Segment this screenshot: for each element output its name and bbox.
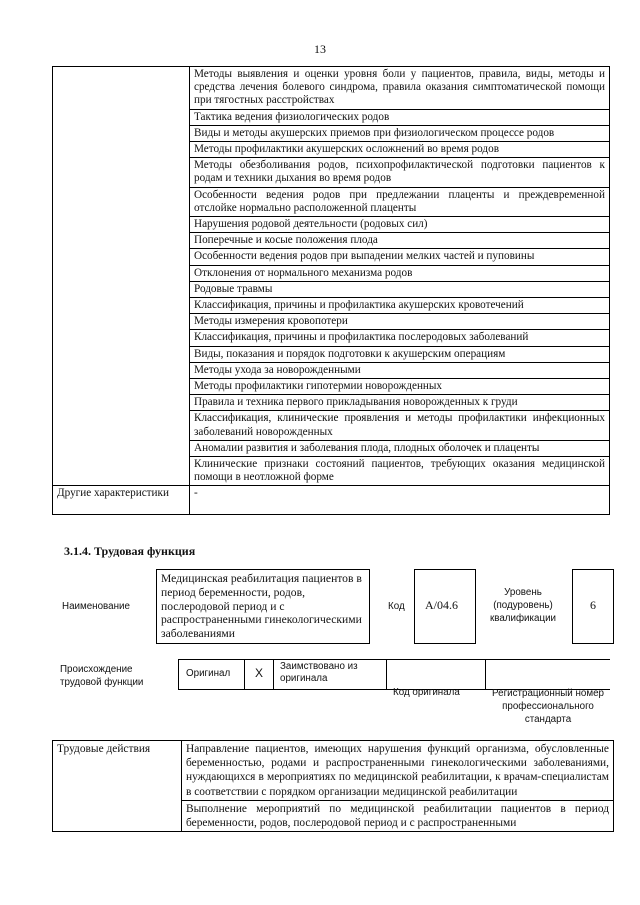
knowledge-item: Методы выявления и оценки уровня боли у пациентов, правила, виды, методы и средства лечения болевого синдрома, правила оказания симптоматической помощи при тягостных расстройствах [190, 67, 610, 110]
table-row [53, 486, 610, 515]
knowledge-item: Методы профилактики акушерских осложнений во время родов [190, 142, 610, 158]
origin-label: Происхождение трудовой функции [60, 664, 144, 688]
original-mark: X [244, 659, 274, 689]
knowledge-item: Поперечные и косые положения плода [190, 233, 610, 249]
page-number: 13 [314, 42, 326, 56]
origin-row [178, 659, 610, 690]
code-original-label: Код оригинала [393, 687, 460, 698]
level-label: Уровень (подуровень) квалификации [489, 587, 557, 624]
table-row [53, 67, 610, 110]
knowledge-item: Особенности ведения родов при выпадении мелких частей и пуповины [190, 249, 610, 265]
name-label: Наименование [62, 601, 130, 612]
original-label: Оригинал [186, 668, 231, 679]
labor-actions-table [52, 740, 614, 832]
level-value: 6 [572, 569, 614, 644]
code-label: Код [388, 601, 405, 612]
knowledge-item: Тактика ведения физиологических родов [190, 109, 610, 125]
label-cell [53, 67, 190, 486]
knowledge-item: Аномалии развития и заболевания плода, плодных оболочек и плаценты [190, 440, 610, 456]
knowledge-item: Нарушения родовой деятельности (родовых сил) [190, 217, 610, 233]
knowledge-item: Отклонения от нормального механизма родов [190, 265, 610, 281]
knowledge-item: Классификация, причины и профилактика послеродовых заболеваний [190, 330, 610, 346]
reg-number-label: Регистрационный номер профессионального стандарта [492, 688, 604, 725]
knowledge-item: Виды, показания и порядок подготовки к акушерским операциям [190, 346, 610, 362]
labor-action-item: Выполнение мероприятий по медицинской реабилитации пациентов в период беременности, родов, послеродовой период и с распространенными [182, 800, 614, 831]
table-row [53, 741, 614, 801]
knowledge-item: Методы обезболивания родов, психопрофилактической подготовки пациентов к родам и техники дыхания во время родов [190, 158, 610, 187]
other-characteristics-label: Другие характеристики [53, 486, 190, 515]
knowledge-item: Правила и техника первого прикладывания новорожденных к груди [190, 395, 610, 411]
labor-actions-label: Трудовые действия [53, 741, 182, 832]
other-characteristics-value: - [190, 486, 610, 515]
knowledge-item: Клинические признаки состояний пациентов, требующих оказания медицинской помощи в неотложной форме [190, 457, 610, 486]
function-name-value: Медицинская реабилитация пациентов в период беременности, родов, послеродовой период и с распространенными гинекологическими заболеваниями [156, 569, 370, 644]
knowledge-item: Классификация, причины и профилактика акушерских кровотечений [190, 298, 610, 314]
knowledge-item: Виды и методы акушерских приемов при физиологическом процессе родов [190, 125, 610, 141]
knowledge-item: Методы профилактики гипотермии новорожденных [190, 379, 610, 395]
function-code-value: А/04.6 [414, 569, 476, 644]
knowledge-item: Родовые травмы [190, 281, 610, 297]
borrowed-label: Заимствовано из оригинала [280, 661, 358, 684]
knowledge-item: Классификация, клинические проявления и методы профилактики инфекционных заболеваний новорожденных [190, 411, 610, 440]
knowledge-item: Методы ухода за новорожденными [190, 362, 610, 378]
section-title: 3.1.4. Трудовая функция [64, 544, 196, 558]
labor-action-item: Направление пациентов, имеющих нарушения функций организма, обусловленные беременностью, родами и распространенными гинекологическими заболеваниями, нуждающихся в мероприятиях по медицинской реабилитации, к врачам-специалистам в соответствии с порядком организации медицинской реабилитации [182, 741, 614, 801]
knowledge-item: Методы измерения кровопотери [190, 314, 610, 330]
knowledge-table [52, 66, 610, 515]
knowledge-item: Особенности ведения родов при предлежании плаценты и преждевременной отслойке нормально расположенной плаценты [190, 187, 610, 216]
